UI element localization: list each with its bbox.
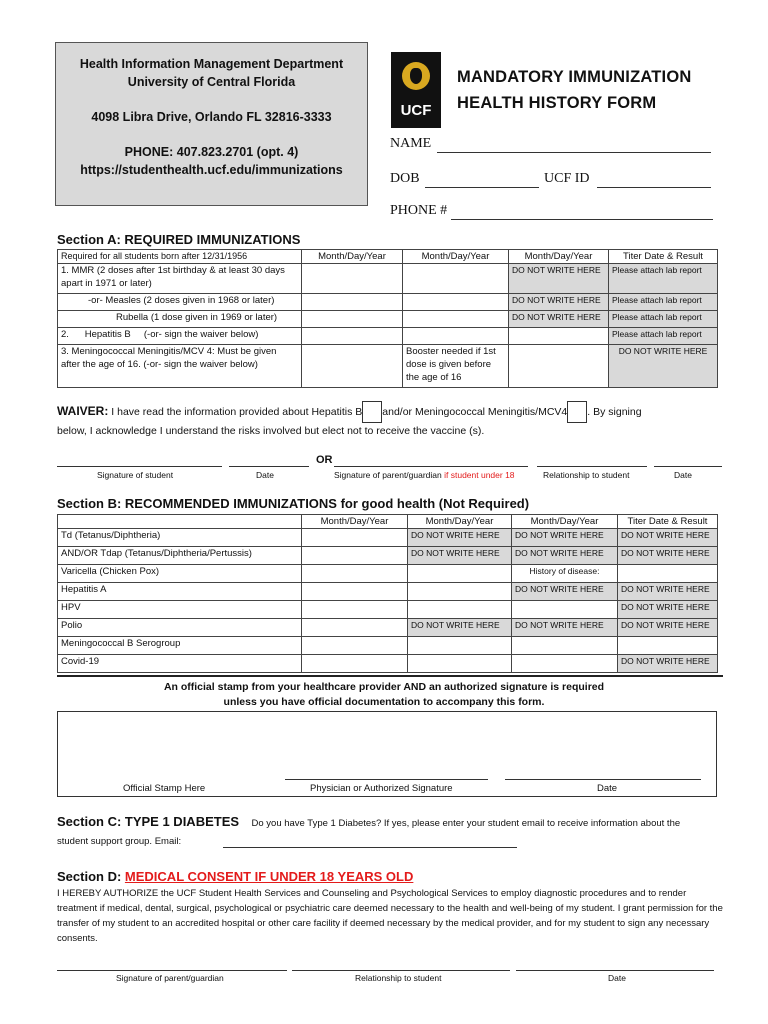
no-write-cell: DO NOT WRITE HERE: [509, 311, 609, 328]
table-row: [58, 565, 718, 583]
row-label: AND/OR Tdap (Tetanus/Diphtheria/Pertussis): [58, 547, 302, 565]
no-write-cell: DO NOT WRITE HERE: [408, 529, 512, 547]
date-cell[interactable]: [512, 637, 618, 655]
section-c-question: Do you have Type 1 Diabetes? If yes, please enter your student email to receive information about the: [251, 818, 681, 829]
date-cell[interactable]: [403, 311, 509, 328]
name-label: NAME: [390, 136, 432, 151]
university-name: University of Central Florida: [127, 75, 296, 89]
date-cell[interactable]: [403, 264, 509, 294]
ucfid-label: UCF ID: [544, 171, 590, 186]
table-header: Required for all students born after 12/31/1956: [58, 250, 302, 264]
date-cell[interactable]: [302, 264, 403, 294]
parent-signature-line[interactable]: [334, 466, 528, 467]
row-label: 1. MMR (2 doses after 1st birthday & at least 30 days apart in 1971 or later): [58, 264, 302, 294]
table-row: [58, 637, 718, 655]
no-write-cell: DO NOT WRITE HERE: [609, 345, 718, 388]
or-label: OR: [316, 454, 333, 466]
waiver-label: WAIVER:: [57, 403, 109, 418]
stamp-notice: [0, 680, 768, 710]
table-row: [58, 294, 718, 311]
name-field[interactable]: [437, 152, 711, 153]
sig-parent-text: Signature of parent/guardian: [334, 470, 442, 480]
row-label: -or- Measles (2 doses given in 1968 or later): [58, 294, 302, 311]
row-label: Hepatitis A: [58, 583, 302, 601]
table-row: [58, 529, 718, 547]
no-write-cell: DO NOT WRITE HERE: [512, 547, 618, 565]
section-b-title: Section B: RECOMMENDED IMMUNIZATIONS for good health (Not Required): [57, 496, 530, 511]
row-label: Rubella (1 dose given in 1969 or later): [58, 311, 302, 328]
dob-field[interactable]: [425, 187, 539, 188]
date-cell[interactable]: [408, 601, 512, 619]
date-cell[interactable]: [512, 655, 618, 673]
date-cell[interactable]: [403, 328, 509, 345]
no-write-cell: DO NOT WRITE HERE: [512, 619, 618, 637]
parent-date-line[interactable]: [654, 466, 722, 467]
booster-note: Booster needed if 1st dose is given before the age of 16: [403, 345, 509, 388]
divider: [57, 675, 723, 677]
student-date-line[interactable]: [229, 466, 309, 467]
form-title-line1: MANDATORY IMMUNIZATION: [457, 68, 692, 86]
stamp-date-line[interactable]: [505, 779, 701, 780]
no-write-cell: DO NOT WRITE HERE: [618, 547, 718, 565]
table-header: Month/Day/Year: [302, 515, 408, 529]
student-signature-line[interactable]: [57, 466, 222, 467]
date-cell[interactable]: [509, 328, 609, 345]
date-cell[interactable]: [302, 547, 408, 565]
address: 4098 Libra Drive, Orlando FL 32816-3333: [91, 110, 332, 124]
table-row: [58, 601, 718, 619]
no-write-cell: DO NOT WRITE HERE: [509, 294, 609, 311]
date-cell[interactable]: [403, 294, 509, 311]
table-row: [58, 311, 718, 328]
table-row: [58, 547, 718, 565]
date-cell[interactable]: [302, 655, 408, 673]
pegasus-icon: [402, 62, 430, 90]
table-header: Month/Day/Year: [408, 515, 512, 529]
no-write-cell: DO NOT WRITE HERE: [618, 529, 718, 547]
no-write-cell: DO NOT WRITE HERE: [618, 619, 718, 637]
titer-cell: Please attach lab report: [609, 311, 718, 328]
required-immunizations-table: [57, 249, 718, 388]
titer-cell: Please attach lab report: [609, 294, 718, 311]
date-cell[interactable]: [302, 565, 408, 583]
titer-cell[interactable]: [618, 565, 718, 583]
no-write-cell: DO NOT WRITE HERE: [408, 547, 512, 565]
hepatitis-b-checkbox[interactable]: [362, 401, 382, 423]
date2-label: Date: [674, 470, 692, 480]
history-cell[interactable]: History of disease:: [512, 565, 618, 583]
row-label: Meningococcal B Serogroup: [58, 637, 302, 655]
date-cell[interactable]: [302, 529, 408, 547]
sig-parent-label: [334, 470, 515, 480]
row-label: Varicella (Chicken Pox): [58, 565, 302, 583]
phone-label: PHONE #: [390, 203, 448, 218]
date-cell[interactable]: [302, 583, 408, 601]
email-field[interactable]: [223, 847, 517, 848]
date-cell[interactable]: [408, 565, 512, 583]
phone: PHONE: 407.823.2701 (opt. 4): [124, 145, 299, 159]
table-row: [58, 264, 718, 294]
date-cell[interactable]: [512, 601, 618, 619]
consent-text: I HEREBY AUTHORIZE the UCF Student Health Services and Counseling and Psychological Services to employ diagnostic procedures and to render treatment if medical, dental, surgical, psychological or psychiatric care deemed necessary to the health and well-being of my student. I grant permission for the transfer of my student to an accredited hospital or other care facility if deemed necessary by the medical provider, and for my student to sign any necessary consents.: [57, 888, 723, 944]
parent-signature-line-d[interactable]: [57, 970, 287, 971]
no-write-cell: DO NOT WRITE HERE: [512, 583, 618, 601]
date-cell[interactable]: [408, 583, 512, 601]
if-under-18: if student under 18: [444, 470, 515, 480]
section-d-title: [57, 869, 413, 884]
titer-cell: Please attach lab report: [609, 328, 718, 345]
recommended-immunizations-table: [57, 514, 718, 673]
relationship-line[interactable]: [537, 466, 647, 467]
sig-parent-label-d: Signature of parent/guardian: [116, 973, 224, 983]
row-label: Covid-19: [58, 655, 302, 673]
titer-cell[interactable]: [618, 637, 718, 655]
date-cell[interactable]: [302, 601, 408, 619]
date-cell[interactable]: [302, 328, 403, 345]
date-cell[interactable]: [302, 345, 403, 388]
waiver-text-a: I have read the information provided about Hepatitis B: [111, 405, 363, 418]
date-cell[interactable]: [408, 655, 512, 673]
ucf-logo: [391, 52, 441, 128]
date-cell[interactable]: [302, 294, 403, 311]
waiver-line1: [57, 401, 727, 423]
form-title-line2: HEALTH HISTORY FORM: [457, 94, 657, 112]
table-header: Titer Date & Result: [618, 515, 718, 529]
row-label: 3. Meningococcal Meningitis/MCV 4: Must be given after the age of 16. (-or- sign the waiver below): [58, 345, 302, 388]
logo-text: UCF: [400, 102, 432, 119]
table-header: Month/Day/Year: [509, 250, 609, 264]
dept-name: Health Information Management Department: [79, 57, 344, 71]
stamp-notice-1: An official stamp from your healthcare provider AND an authorized signature is required: [163, 681, 605, 693]
table-row: [58, 655, 718, 673]
titer-cell: Please attach lab report: [609, 264, 718, 294]
section-a-title: Section A: REQUIRED IMMUNIZATIONS: [57, 232, 301, 247]
relationship-line-d[interactable]: [292, 970, 510, 971]
dob-label: DOB: [390, 171, 420, 186]
no-write-cell: DO NOT WRITE HERE: [618, 655, 718, 673]
date-cell[interactable]: [408, 637, 512, 655]
address-box: [55, 42, 368, 206]
meningitis-checkbox[interactable]: [567, 401, 587, 423]
stamp-notice-2: unless you have official documentation to accompany this form.: [223, 696, 545, 708]
table-row: [58, 345, 718, 388]
date-label-d: Date: [608, 973, 626, 983]
waiver-text-d: below, I acknowledge I understand the risks involved but elect not to receive the vaccine (s).: [57, 425, 485, 437]
stamp-date-label: Date: [597, 783, 618, 794]
physician-signature-line[interactable]: [285, 779, 488, 780]
no-write-cell: DO NOT WRITE HERE: [512, 529, 618, 547]
physician-label: Physician or Authorized Signature: [310, 783, 453, 794]
no-write-cell: DO NOT WRITE HERE: [408, 619, 512, 637]
row-label: Polio: [58, 619, 302, 637]
table-row: [58, 328, 718, 345]
no-write-cell: DO NOT WRITE HERE: [509, 264, 609, 294]
table-header: Month/Day/Year: [403, 250, 509, 264]
section-c-line2: student support group. Email:: [57, 836, 182, 847]
date-cell[interactable]: [509, 345, 609, 388]
relationship-label-d: Relationship to student: [355, 973, 442, 983]
section-c-header: [57, 813, 680, 831]
no-write-cell: DO NOT WRITE HERE: [618, 583, 718, 601]
row-label: HPV: [58, 601, 302, 619]
ucfid-field[interactable]: [597, 187, 711, 188]
table-header: Month/Day/Year: [302, 250, 403, 264]
date-cell[interactable]: [302, 619, 408, 637]
section-d-prefix: Section D:: [57, 869, 122, 884]
section-c-title: Section C: TYPE 1 DIABETES: [57, 814, 240, 829]
form-title: [457, 64, 691, 116]
table-header: Month/Day/Year: [512, 515, 618, 529]
sig-student-label: Signature of student: [97, 470, 174, 480]
table-row: [58, 583, 718, 601]
table-header: Titer Date & Result: [609, 250, 718, 264]
waiver-text-c: . By signing: [587, 405, 642, 418]
row-label: Td (Tetanus/Diphtheria): [58, 529, 302, 547]
stamp-here-label: Official Stamp Here: [123, 783, 206, 794]
date-cell[interactable]: [302, 311, 403, 328]
table-header: [58, 515, 302, 529]
date-cell[interactable]: [302, 637, 408, 655]
section-d-red: MEDICAL CONSENT IF UNDER 18 YEARS OLD: [124, 869, 414, 884]
date-label: Date: [256, 470, 274, 480]
date-line-d[interactable]: [516, 970, 714, 971]
phone-field[interactable]: [451, 219, 713, 220]
no-write-cell: DO NOT WRITE HERE: [618, 601, 718, 619]
row-label: 2. Hepatitis B (-or- sign the waiver below): [58, 328, 302, 345]
relationship-label: Relationship to student: [543, 470, 630, 480]
table-row: [58, 619, 718, 637]
waiver-text-b: and/or Meningococcal Meningitis/MCV4: [382, 405, 568, 418]
website[interactable]: https://studenthealth.ucf.edu/immunizations: [80, 163, 343, 177]
